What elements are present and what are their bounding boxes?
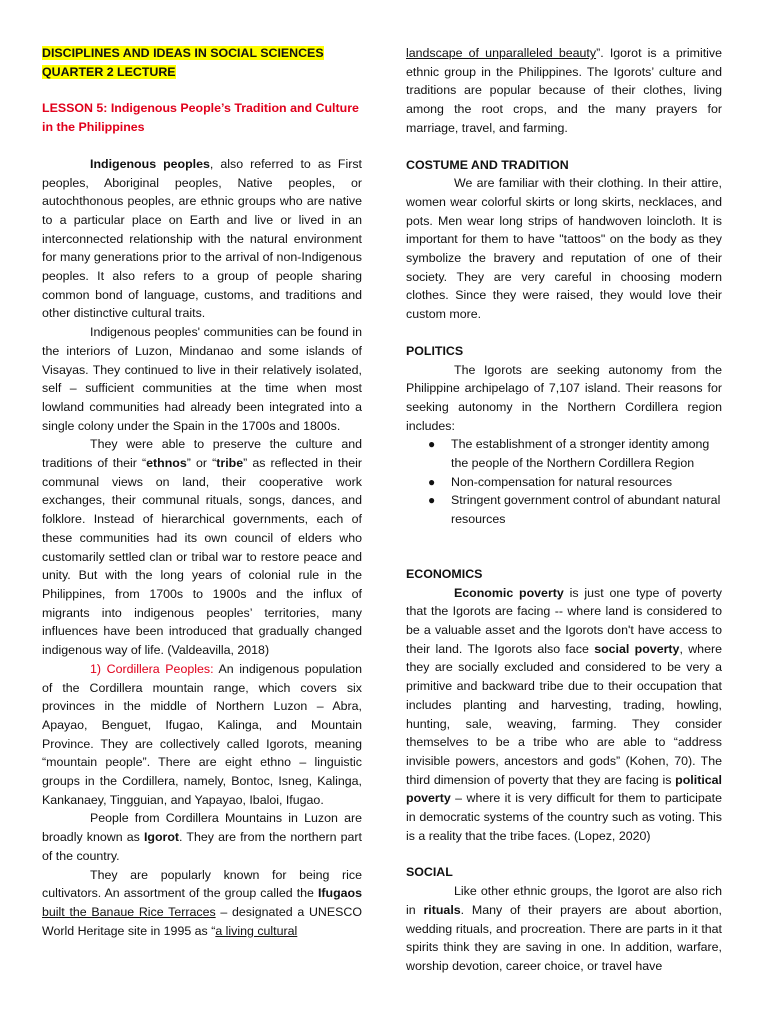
politics-list <box>406 435 722 529</box>
paragraph-social <box>406 882 722 976</box>
bullet-icon: ● <box>428 474 436 489</box>
social-a: Like other ethnic groups, the Igorot are also rich in <box>406 884 722 917</box>
underline-banaue: built the Banaue Rice Terraces <box>42 904 216 919</box>
paragraph-rice-cultivators <box>42 866 362 941</box>
econ-b: , where they are socially excluded and considered to be very a primitive and backward tribe due to their occupation that includes planting and harvesting, trading, howling, hunting, sale, weaving, farming. They consider themselves to be a tribe who are able to “address invisible powers, ancestors and gods” (Kohen, 70). The third dimension of poverty that they are facing is <box>406 641 722 787</box>
paragraph-economics <box>406 584 722 846</box>
term-igorot: Igorot <box>143 830 180 845</box>
lesson-title: LESSON 5: Indigenous People’s Tradition and Culture in the Philippines <box>42 101 359 135</box>
heading-economics: ECONOMICS <box>406 566 483 581</box>
quarter-title <box>42 63 362 82</box>
term-political-poverty: political poverty <box>406 772 722 806</box>
p4-text: An indigenous population of the Cordillera mountain range, which covers six provinces in the middle of Northern Luzon – Abra, Apayao, Benguet, Ifugao, Kalinga, and Mountain Province. They are collectively called Igorots, meaning “mountain people”. There are eight ethno – linguistic groups in the Cordillera, namely, Bontoc, Isneg, Kalinga, Kankanaey, Tingguian, and Yapayao, Ibaloi, Ifugao. <box>42 661 362 807</box>
paragraph-communities: Indigenous peoples' communities can be found in the interiors of Luzon, Mindanao and some islands of Visayas. They continued to live in their relatively isolated, self – sufficient communities at the time when most lowland communities had already been integrated into a single colony under the Spain in the 1700s and 1800s. <box>42 325 362 433</box>
heading-costume: COSTUME AND TRADITION <box>406 157 569 172</box>
term-indigenous-peoples: Indigenous peoples <box>90 156 210 171</box>
paragraph-indigenous-definition <box>42 155 362 323</box>
heading-social: SOCIAL <box>406 865 453 880</box>
underline-landscape: landscape of unparalleled beauty <box>406 46 597 60</box>
p6-a: They are popularly known for being rice cultivators. An assortment of the group called the <box>42 867 362 901</box>
bullet-icon: ● <box>428 493 436 508</box>
paragraph-cordillera-peoples <box>42 660 362 810</box>
paragraph-continuation <box>406 44 722 138</box>
bullet-icon: ● <box>428 437 436 452</box>
econ-a: is just one type of poverty that the Igorots are facing -- where land is considered to be a valuable asset and the Igorots don't have access to their land. The Igorots also face <box>406 585 722 656</box>
left-column <box>42 44 362 940</box>
list-item <box>406 473 722 492</box>
list-item-text: Stringent government control of abundant natural resources <box>451 493 721 527</box>
right-column <box>406 44 722 976</box>
term-rituals: rituals <box>423 902 461 917</box>
list-item <box>406 491 722 528</box>
underline-living-cultural: a living cultural <box>215 923 298 938</box>
paragraph-costume: We are familiar with their clothing. In their attire, women wear colorful skirts or long skirts, necklaces, and pots. Men wear long strips of handwoven loincloth. It is important for them to have "tattoos" on the body as they symbolize the bravery and reputation of one of their society. They are very careful in choosing modern clothes. Since they were raised, they would love their custom more. <box>406 176 722 322</box>
paragraph-politics: The Igorots are seeking autonomy from the Philippine archipelago of 7,107 island. Their reasons for seeking autonomy in the Northern Cordillera region includes: <box>406 362 722 433</box>
paragraph-preserve-culture <box>42 435 362 659</box>
term-tribe: tribe <box>216 456 244 471</box>
cordillera-label: 1) Cordillera Peoples: <box>90 661 214 676</box>
p5-b: . They are from the northern part of the country. <box>42 830 362 863</box>
p6-b: – designated a UNESCO World Heritage site in 1995 as “ <box>42 904 362 938</box>
p1-text: , also referred to as First peoples, Aboriginal peoples, Native peoples, or autochthonous peoples, are ethnic groups who are native to a particular place on Earth and live or lived in an interconnected relationship with the natural environment for many generations prior to the arrival of non-Indigenous peoples. It also refers to a group of people sharing common bond of language, customs, and traditions and other distinctive cultural traits. <box>42 156 362 321</box>
p3-a: They were able to preserve the culture and traditions of their “ <box>42 437 362 471</box>
p5-a: People from Cordillera Mountains in Luzon are broadly known as <box>42 811 362 845</box>
term-social-poverty: social poverty <box>594 641 680 656</box>
course-title <box>42 44 362 63</box>
term-ifugaos: Ifugaos <box>317 886 362 901</box>
econ-c: – where it is very difficult for them to participate in democratic systems of the country such as voting. This is a reality that the tribe faces. (Lopez, 2020) <box>406 791 722 843</box>
term-economic-poverty: Economic poverty <box>454 585 564 600</box>
list-item-text: The establishment of a stronger identity among the people of the Northern Cordillera Region <box>451 437 710 471</box>
social-b: . Many of their prayers are about abortion, wedding rituals, and procreation. There are parts in it that spirits think they are saving in one. In addition, warfare, worship devotion, career choice, or travel have <box>406 902 722 973</box>
paragraph-igorot <box>42 809 362 865</box>
continuation-text: ”. Igorot is a primitive ethnic group in the Philippines. The Igorots’ culture and traditions are popular because of their clothes, living among the root crops, and the many prayers for marriage, travel, and farming. <box>406 46 722 135</box>
list-item-text: Non-compensation for natural resources <box>451 474 673 489</box>
p3-b: ” or “ <box>186 456 217 471</box>
p3-c: ” as reflected in their communal views on land, their cooperative work exchanges, their communal rituals, songs, dances, and folklore. Instead of hierarchical governments, each of these communities had its own council of elders who customarily settled clan or tribal war to restore peace and unity. But with the long years of colonial rule in the Philippines, from 1700s to 1900s and the influx of migrants into indigenous peoples’ territories, many influences have been introduced that gradually changed indigenous way of life. (Valdeavilla, 2018) <box>42 456 363 658</box>
list-item <box>406 435 722 472</box>
quarter-title-highlight: QUARTER 2 LECTURE <box>42 64 176 79</box>
course-title-highlight: DISCIPLINES AND IDEAS IN SOCIAL SCIENCES <box>42 46 324 60</box>
heading-politics: POLITICS <box>406 343 464 358</box>
term-ethnos: ethnos <box>146 456 187 471</box>
